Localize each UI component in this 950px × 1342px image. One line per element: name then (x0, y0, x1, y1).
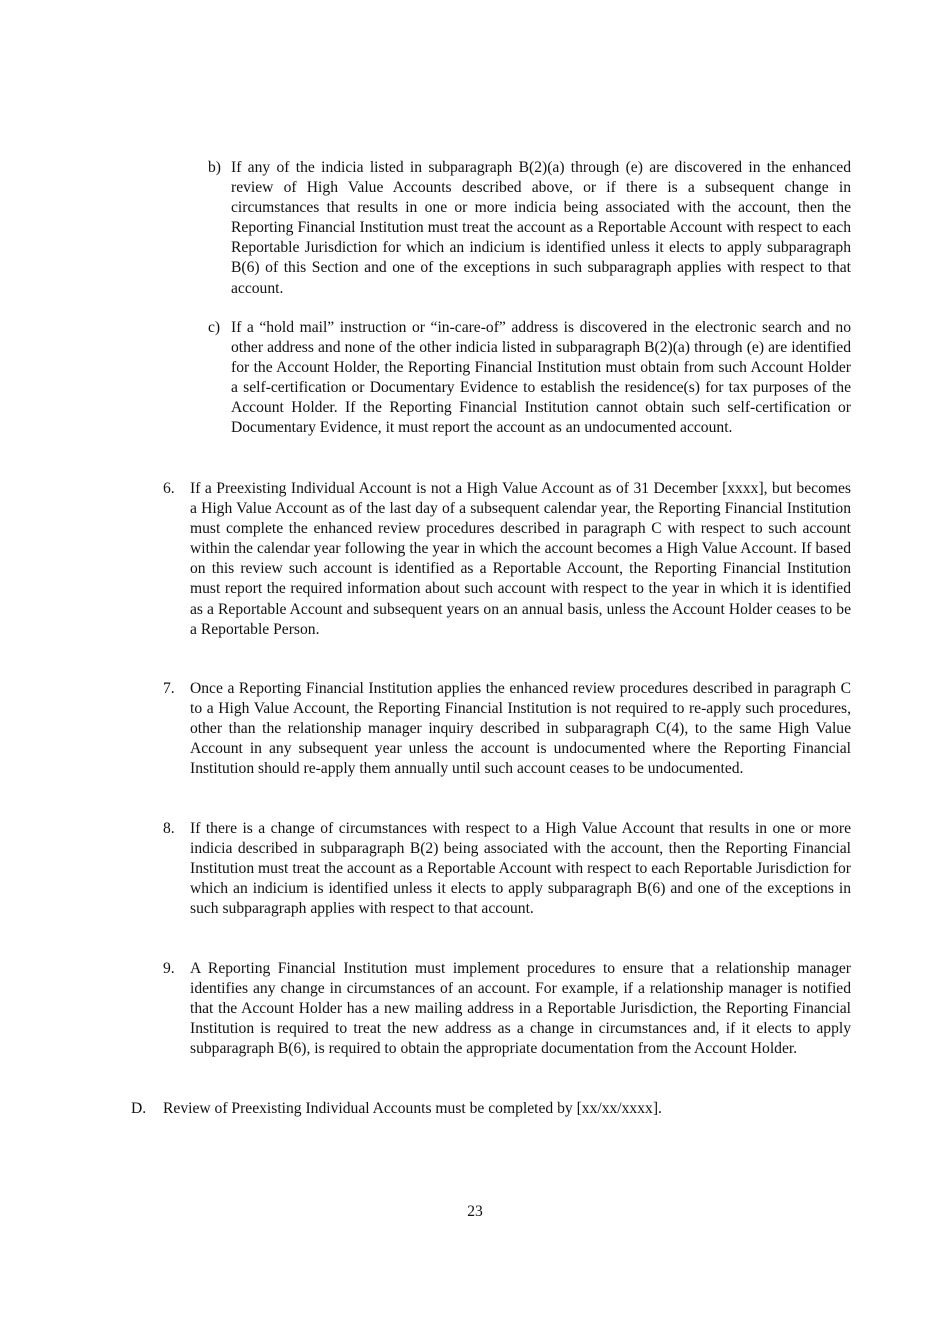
list-marker: 9. (163, 960, 175, 977)
list-item-9 (163, 959, 851, 1059)
list-item-text: Once a Reporting Financial Institution applies the enhanced review procedures described in paragraph C to a High Value Account, the Reporting Financial Institution is not required to re-apply such procedures, other than the relationship manager inquiry described in subparagraph C(4), to the same High Value Account in any subsequent year unless the account is undocumented where the Reporting Financial Institution should re-apply them annually until such account ceases to be undocumented. (190, 680, 851, 778)
section-marker: D. (131, 1100, 147, 1117)
list-item-text: A Reporting Financial Institution must implement procedures to ensure that a relationship manager identifies any change in circumstances of an account. For example, if a relationship manager is notified that the Account Holder has a new mailing address in a Reportable Jurisdiction, the Reporting Financial Institution is required to treat the new address as a change in circumstances and, if it elects to apply subparagraph B(6), is required to obtain the appropriate documentation from the Account Holder. (190, 960, 851, 1058)
section-text: Review of Preexisting Individual Accounts must be completed by [xx/xx/xxxx]. (163, 1100, 662, 1117)
list-marker: 7. (163, 680, 175, 697)
list-item-7 (163, 679, 851, 779)
list-marker: 8. (163, 820, 175, 837)
page-number: 23 (467, 1203, 483, 1220)
list-marker: 6. (163, 480, 175, 497)
list-item-8 (163, 819, 851, 919)
section-d (131, 1099, 851, 1119)
list-item-c (208, 318, 851, 439)
list-item-text: If there is a change of circumstances with respect to a High Value Account that results in one or more indicia described in subparagraph B(2) being associated with the account, then the Reporting Financial Institution must treat the account as a Reportable Account with respect to each Reportable Jurisdiction for which an indicium is identified unless it elects to apply subparagraph B(6) and one of the exceptions in such subparagraph applies with respect to that account. (190, 820, 851, 918)
list-marker: c) (208, 319, 221, 336)
list-item-text: If a “hold mail” instruction or “in-care-of” address is discovered in the electronic search and no other address and none of the other indicia listed in subparagraph B(2)(a) through (e) are identified for the Account Holder, the Reporting Financial Institution must obtain from such Account Holder a self-certification or Documentary Evidence to establish the residence(s) for tax purposes of the Account Holder. If the Reporting Financial Institution cannot obtain such self-certification or Documentary Evidence, it must report the account as an undocumented account. (231, 319, 851, 437)
list-item-b (208, 158, 851, 299)
list-item-text: If any of the indicia listed in subparagraph B(2)(a) through (e) are discovered in the enhanced review of High Value Accounts described above, or if there is a subsequent change in circumstances that results in one or more indicia being associated with the account, then the Reporting Financial Institution must treat the account as a Reportable Account with respect to each Reportable Jurisdiction for which an indicium is identified unless it elects to apply subparagraph B(6) of this Section and one of the exceptions in such subparagraph applies with respect to that account. (231, 159, 851, 297)
list-marker: b) (208, 159, 221, 176)
list-item-text: If a Preexisting Individual Account is not a High Value Account as of 31 December [xxxx], but becomes a High Value Account as of the last day of a subsequent calendar year, the Reporting Financial Institution must complete the enhanced review procedures described in paragraph C with respect to such account within the calendar year following the year in which the account becomes a High Value Account. If based on this review such account is identified as a Reportable Account, the Reporting Financial Institution must report the required information about such account with respect to the year in which it is identified as a Reportable Account and subsequent years on an annual basis, unless the Account Holder ceases to be a Reportable Person. (190, 480, 851, 638)
list-item-6 (163, 479, 851, 640)
